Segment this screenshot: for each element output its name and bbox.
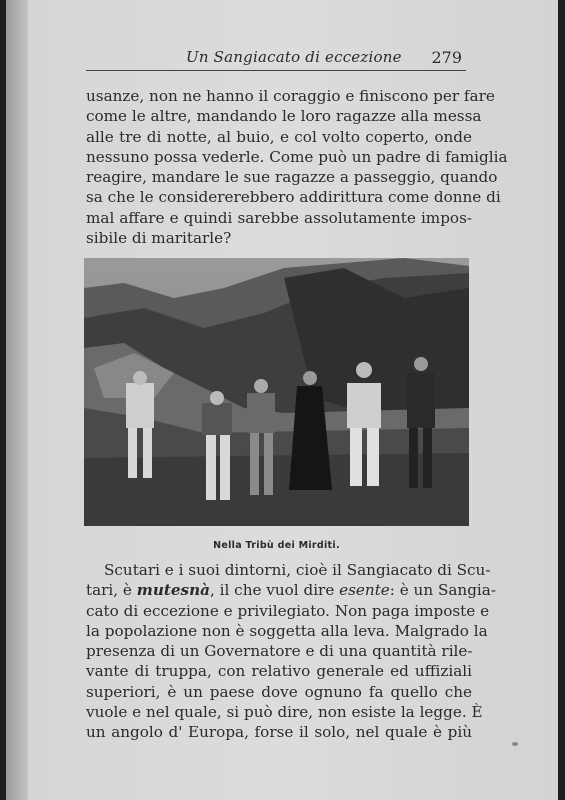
photograph-mirditi-tribe: [84, 258, 469, 526]
text-run: : è un Sangia-: [389, 581, 496, 600]
paragraph-bottom: [86, 560, 496, 743]
text-line: superiori, è un paese dove ognuno fa quello che: [86, 682, 472, 701]
page-number: 279: [431, 48, 462, 67]
text-line: un angolo d' Europa, forse il solo, nel quale è più: [86, 723, 472, 742]
running-title: Un Sangiacato di eccezione: [186, 48, 402, 66]
emphasis-mutesna: mutesnà: [136, 581, 210, 600]
text-line: alle tre di notte, al buio, e col volto coperto, onde: [86, 127, 472, 146]
text-line: sibile di maritarle?: [86, 229, 232, 248]
emphasis-esente: esente: [339, 581, 390, 600]
text-line: presenza di un Governatore e di una quantità rile-: [86, 642, 473, 661]
text-line: cato di eccezione e privilegiato. Non paga imposte e: [86, 601, 490, 620]
text-line: nessuno possa vederle. Come può un padre di famiglia: [86, 147, 508, 166]
page-gutter-edge: [6, 0, 28, 800]
photograph-image: [84, 258, 469, 526]
text-run: , il che vuol dire: [209, 581, 340, 600]
text-line: vuole e nel quale, si può dire, non esiste la legge. È: [86, 703, 483, 722]
text-line: sa che le considererebbero addirittura come donne di: [86, 188, 501, 207]
text-line: usanze, non ne hanno il coraggio e finiscono per fare: [86, 87, 495, 105]
text-line: Scutari e i suoi dintorni, cioè il Sangiacato di Scu-: [104, 561, 491, 579]
running-head: [86, 46, 466, 71]
text-line: la popolazione non è soggetta alla leva. Malgrado la: [86, 621, 488, 640]
book-page: [6, 0, 558, 800]
text-line-with-emphasis: [86, 580, 496, 600]
paragraph-top: [86, 86, 508, 248]
text-line: mal affare e quindi sarebbe assolutamente impos-: [86, 208, 472, 227]
paper-smudge: [512, 742, 518, 746]
text-line: vante di truppa, con relativo generale ed uffiziali: [86, 662, 472, 681]
text-run: tari, è: [86, 581, 137, 600]
text-line: come le altre, mandando le loro ragazze alla messa: [86, 107, 482, 126]
figure-caption: Nella Tribù dei Mirditi.: [213, 540, 340, 551]
text-line: reagire, mandare le sue ragazze a passeggio, quando: [86, 168, 498, 187]
